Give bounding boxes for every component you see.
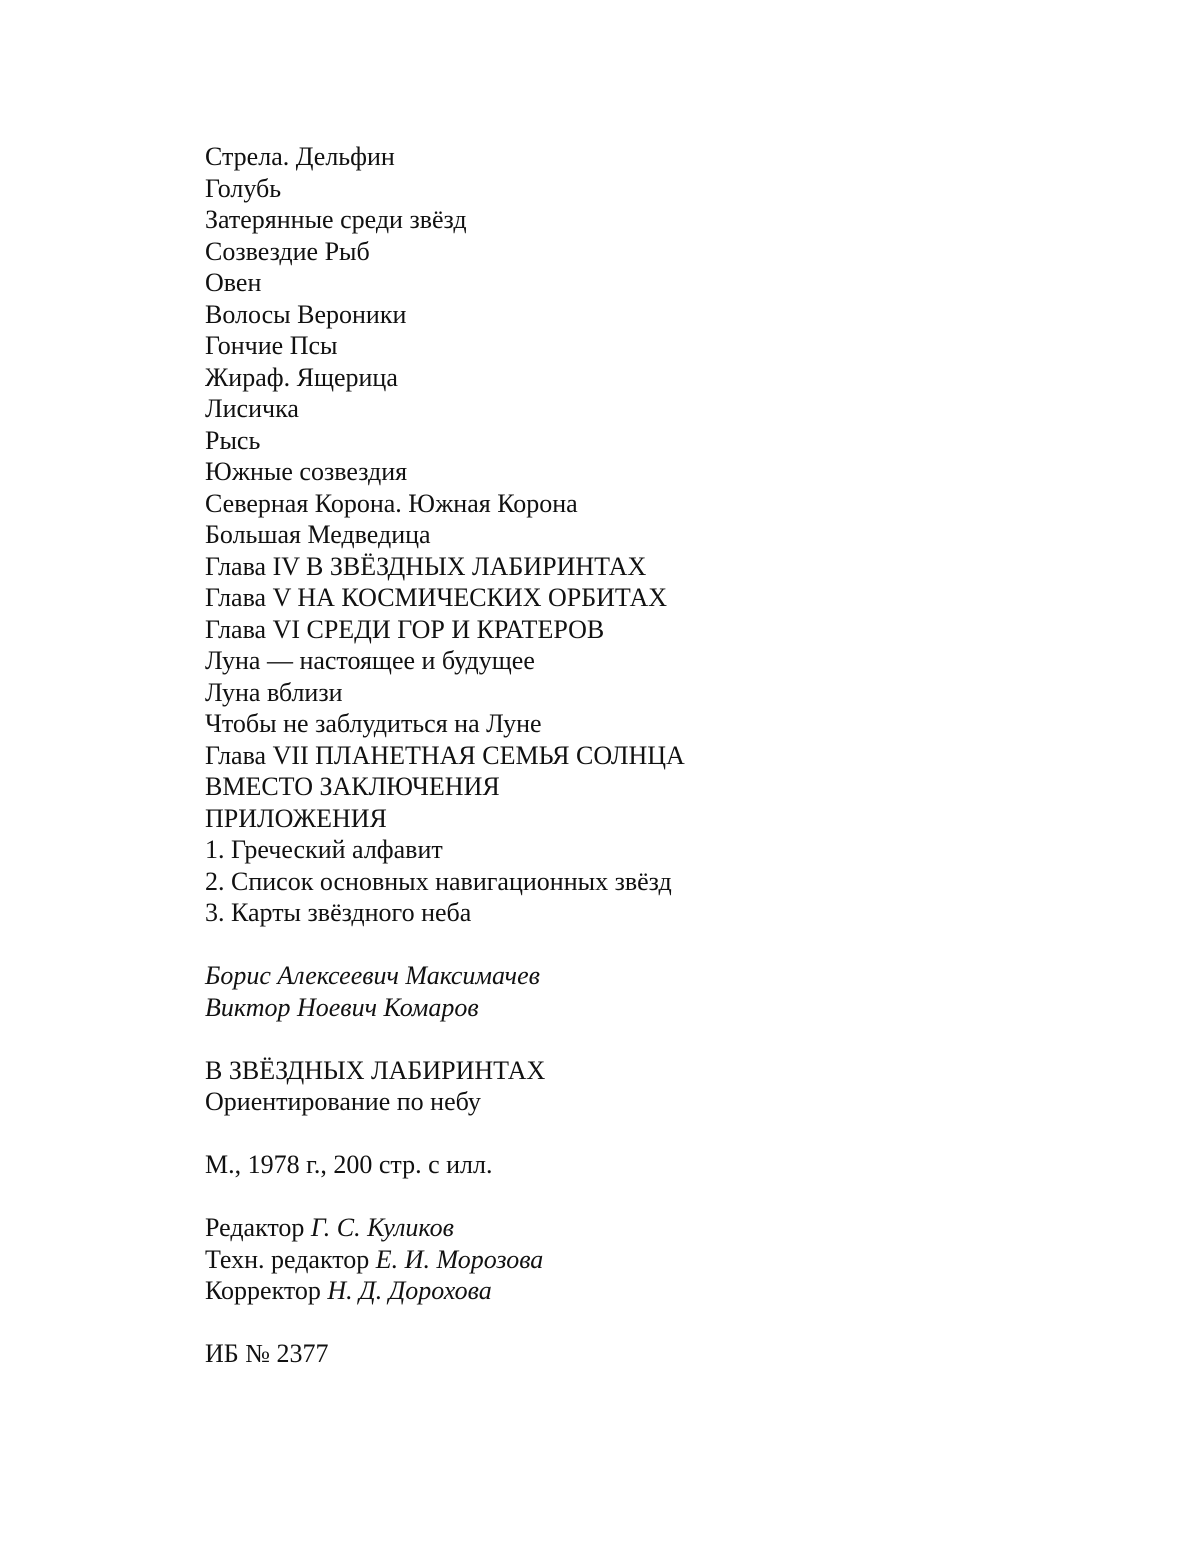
credit-person: Н. Д. Дорохова — [327, 1276, 492, 1305]
book-heading — [205, 1055, 1105, 1118]
credit-role: Редактор — [205, 1213, 305, 1242]
table-of-contents — [205, 141, 1105, 929]
toc-section: ПРИЛОЖЕНИЯ — [205, 803, 387, 833]
toc-item: Овен — [205, 268, 262, 297]
imprint-line: М., 1978 г., 200 стр. с илл. — [205, 1150, 493, 1179]
toc-item: Созвездие Рыб — [205, 236, 370, 266]
toc-item: Южные созвездия — [205, 457, 408, 486]
toc-item: Луна вблизи — [205, 677, 343, 707]
toc-appendix-item: 3. Карты звёздного неба — [205, 898, 472, 927]
toc-appendix-item: 1. Греческий алфавит — [205, 835, 443, 864]
toc-item: Лисичка — [205, 394, 299, 423]
toc-chapter: Глава IV В ЗВЁЗДНЫХ ЛАБИРИНТАХ — [205, 551, 647, 581]
spacer — [205, 1307, 1105, 1339]
toc-section: ВМЕСТО ЗАКЛЮЧЕНИЯ — [205, 772, 500, 801]
toc-item: Луна — настоящее и будущее — [205, 646, 535, 675]
credit-person: Е. И. Морозова — [375, 1244, 544, 1274]
author-name: Борис Алексеевич Максимачев — [205, 961, 540, 990]
author-name: Виктор Ноевич Комаров — [205, 992, 479, 1022]
toc-chapter: Глава VI СРЕДИ ГОР И КРАТЕРОВ — [205, 614, 605, 644]
toc-item: Северная Корона. Южная Корона — [205, 488, 578, 518]
spacer — [205, 1118, 1105, 1150]
toc-item: Затерянные среди звёзд — [205, 205, 467, 234]
toc-item: Голубь — [205, 173, 282, 203]
toc-item: Стрела. Дельфин — [205, 142, 395, 171]
spacer — [205, 1023, 1105, 1055]
credit-line — [205, 1212, 1105, 1244]
toc-item: Чтобы не заблудиться на Луне — [205, 709, 542, 738]
toc-chapter: Глава VII ПЛАНЕТНАЯ СЕМЬЯ СОЛНЦА — [205, 740, 685, 770]
toc-item: Рысь — [205, 425, 261, 455]
credit-line — [205, 1275, 1105, 1307]
author-list — [205, 960, 1105, 1023]
toc-item: Гончие Псы — [205, 331, 338, 360]
toc-appendix-item: 2. Список основных навигационных звёзд — [205, 866, 672, 896]
book-title: В ЗВЁЗДНЫХ ЛАБИРИНТАХ — [205, 1055, 546, 1085]
toc-item: Жираф. Ящерица — [205, 362, 398, 392]
spacer — [205, 929, 1105, 961]
credit-role: Техн. редактор — [205, 1244, 370, 1274]
credit-role: Корректор — [205, 1276, 321, 1305]
book-subtitle: Ориентирование по небу — [205, 1087, 481, 1116]
credits — [205, 1212, 1105, 1307]
toc-item: Волосы Вероники — [205, 299, 407, 329]
toc-item: Большая Медведица — [205, 520, 431, 549]
credit-person: Г. С. Куликов — [310, 1213, 454, 1242]
credit-line — [205, 1244, 1105, 1276]
toc-chapter: Глава V НА КОСМИЧЕСКИХ ОРБИТАХ — [205, 583, 668, 612]
document-page — [205, 141, 1105, 1370]
spacer — [205, 1181, 1105, 1213]
ib-number: ИБ № 2377 — [205, 1339, 329, 1368]
